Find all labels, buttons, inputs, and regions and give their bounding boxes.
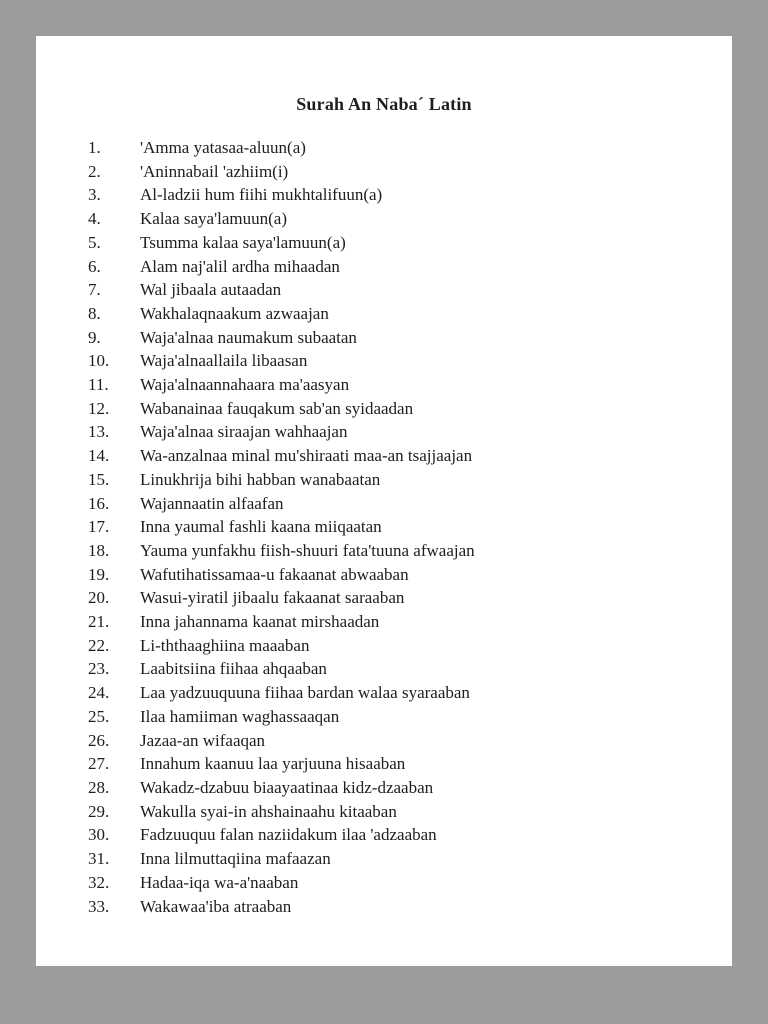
- verse-text: Alam naj'alil ardha mihaadan: [140, 256, 340, 276]
- verse-text: Fadzuuquu falan naziidakum ilaa 'adzaaban: [140, 825, 437, 845]
- list-item: [88, 183, 692, 207]
- list-item: [88, 776, 692, 800]
- verse-text: Innahum kaanuu laa yarjuuna hisaaban: [140, 754, 406, 774]
- verse-text: Tsumma kalaa saya'lamuun(a): [140, 232, 346, 252]
- verse-number: 12.: [88, 398, 110, 418]
- list-item: [88, 515, 692, 539]
- verse-text: Wakadz-dzabuu biaayaatinaa kidz-dzaaban: [140, 777, 434, 797]
- list-item: [88, 539, 692, 563]
- list-item: [88, 871, 692, 895]
- verse-number: 18.: [88, 540, 110, 560]
- verse-text: Inna lilmuttaqiina mafaazan: [140, 849, 331, 869]
- verse-text: Jazaa-an wifaaqan: [140, 730, 266, 750]
- verse-text: Wa-anzalnaa minal mu'shiraati maa-an tsajjaajan: [140, 446, 473, 466]
- list-item: [88, 468, 692, 492]
- verse-number: 15.: [88, 469, 110, 489]
- verse-text: Wafutihatissamaa-u fakaanat abwaaban: [140, 564, 409, 584]
- verse-number: 9.: [88, 327, 101, 347]
- verse-number: 11.: [88, 375, 109, 395]
- list-item: [88, 136, 692, 160]
- verse-text: Waja'alnaallaila libaasan: [140, 351, 308, 371]
- verse-text: Wakulla syai-in ahshainaahu kitaaban: [140, 801, 397, 821]
- verse-text: Hadaa-iqa wa-a'naaban: [140, 872, 299, 892]
- list-item: [88, 847, 692, 871]
- verse-number: 2.: [88, 161, 101, 181]
- list-item: [88, 563, 692, 587]
- verse-text: Yauma yunfakhu fiish-shuuri fata'tuuna afwaajan: [140, 540, 475, 560]
- list-item: [88, 302, 692, 326]
- verse-text: Wabanainaa fauqakum sab'an syidaadan: [140, 398, 414, 418]
- verse-number: 17.: [88, 517, 110, 537]
- verse-number: 22.: [88, 635, 110, 655]
- list-item: [88, 729, 692, 753]
- verse-number: 25.: [88, 706, 110, 726]
- verse-text: Wal jibaala autaadan: [140, 280, 282, 300]
- list-item: [88, 823, 692, 847]
- verse-text: 'Aninnabail 'azhiim(i): [140, 161, 289, 181]
- list-item: [88, 326, 692, 350]
- verse-number: 24.: [88, 683, 110, 703]
- list-item: [88, 634, 692, 658]
- verse-text: Linukhrija bihi habban wanabaatan: [140, 469, 381, 489]
- verse-number: 1.: [88, 138, 101, 157]
- list-item: [88, 895, 692, 919]
- verse-text: Wajannaatin alfaafan: [140, 493, 284, 513]
- verse-number: 10.: [88, 351, 110, 371]
- verse-text: Wasui-yiratil jibaalu fakaanat saraaban: [140, 588, 405, 608]
- verse-number: 4.: [88, 209, 101, 229]
- verse-text: 'Amma yatasaa-aluun(a): [140, 138, 306, 157]
- list-item: [88, 420, 692, 444]
- verse-text: Wakawaa'iba atraaban: [140, 896, 292, 916]
- verse-text: Waja'alnaannahaara ma'aasyan: [140, 375, 350, 395]
- list-item: [88, 705, 692, 729]
- verse-number: 8.: [88, 303, 101, 323]
- list-item: [88, 681, 692, 705]
- verse-text: Inna jahannama kaanat mirshaadan: [140, 612, 380, 632]
- verse-number: 16.: [88, 493, 110, 513]
- verse-number: 30.: [88, 825, 110, 845]
- verse-number: 27.: [88, 754, 110, 774]
- list-item: [88, 160, 692, 184]
- verse-number: 33.: [88, 896, 110, 916]
- list-item: [88, 397, 692, 421]
- verse-number: 7.: [88, 280, 101, 300]
- verse-text: Laabitsiina fiihaa ahqaaban: [140, 659, 327, 679]
- verse-text: Li-ththaaghiina maaaban: [140, 635, 310, 655]
- list-item: [88, 800, 692, 824]
- verse-number: 31.: [88, 849, 110, 869]
- verse-text: Al-ladzii hum fiihi mukhtalifuun(a): [140, 185, 383, 205]
- verse-number: 13.: [88, 422, 110, 442]
- verse-number: 14.: [88, 446, 110, 466]
- verse-text: Wakhalaqnaakum azwaajan: [140, 303, 329, 323]
- list-item: [88, 349, 692, 373]
- verse-number: 5.: [88, 232, 101, 252]
- verse-number: 21.: [88, 612, 110, 632]
- verse-number: 20.: [88, 588, 110, 608]
- verse-number: 29.: [88, 801, 110, 821]
- list-item: [88, 231, 692, 255]
- list-item: [88, 610, 692, 634]
- document-page: [36, 36, 732, 966]
- verse-text: Ilaa hamiiman waghassaaqan: [140, 706, 340, 726]
- list-item: [88, 752, 692, 776]
- list-item: [88, 657, 692, 681]
- verse-number: 3.: [88, 185, 101, 205]
- verse-text: Waja'alnaa naumakum subaatan: [140, 327, 357, 347]
- verse-number: 28.: [88, 777, 110, 797]
- list-item: [88, 373, 692, 397]
- verse-number: 26.: [88, 730, 110, 750]
- verse-text: Laa yadzuuquuna fiihaa bardan walaa syaraaban: [140, 683, 470, 703]
- list-item: [88, 586, 692, 610]
- page-title: Surah An Naba´ Latin: [296, 94, 472, 114]
- verse-number: 19.: [88, 564, 110, 584]
- verse-text: Inna yaumal fashli kaana miiqaatan: [140, 517, 382, 537]
- list-item: [88, 255, 692, 279]
- verse-text: Waja'alnaa siraajan wahhaajan: [140, 422, 348, 442]
- list-item: [88, 444, 692, 468]
- list-item: [88, 278, 692, 302]
- verse-list: [36, 136, 732, 918]
- verse-number: 23.: [88, 659, 110, 679]
- list-item: [88, 492, 692, 516]
- verse-number: 32.: [88, 872, 110, 892]
- list-item: [88, 207, 692, 231]
- verse-number: 6.: [88, 256, 101, 276]
- verse-text: Kalaa saya'lamuun(a): [140, 209, 288, 229]
